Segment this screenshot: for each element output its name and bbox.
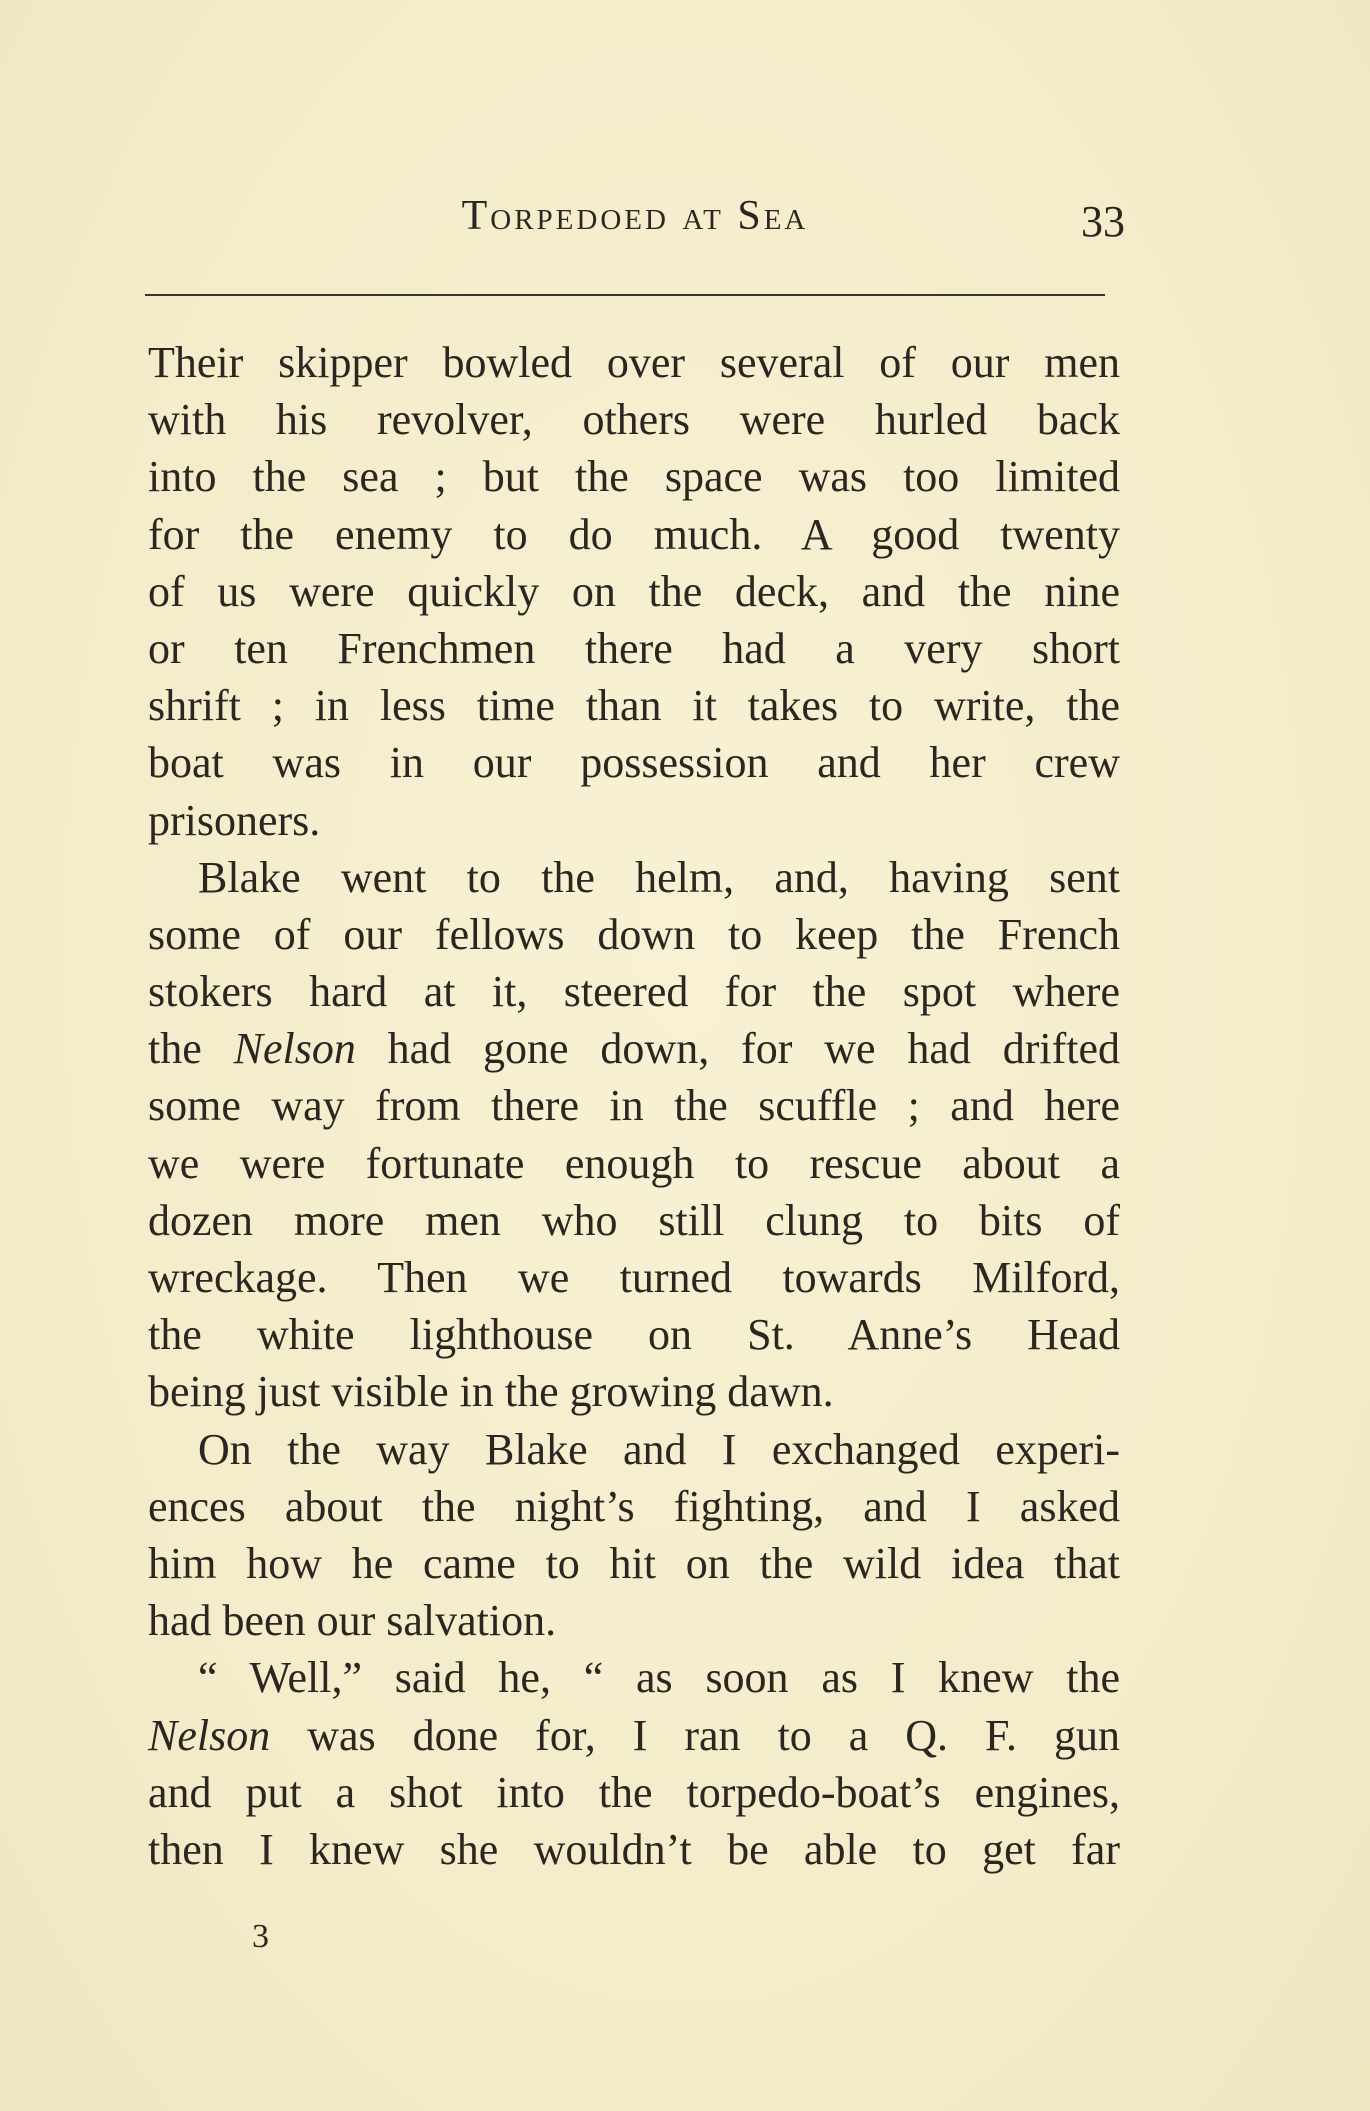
text-span: for the enemy to do much. A good twenty	[148, 509, 1120, 559]
text-span: shrift ; in less time than it takes to write, the	[148, 681, 1120, 731]
text-line	[148, 1649, 1120, 1706]
text-line	[148, 1077, 1120, 1134]
text-line	[148, 620, 1120, 677]
text-line	[148, 1821, 1120, 1878]
text-line	[148, 1135, 1120, 1192]
text-span: some way from there in the scuffle ; and here	[148, 1081, 1120, 1131]
text-line	[148, 1421, 1120, 1478]
text-line	[148, 334, 1120, 391]
text-line	[148, 963, 1120, 1020]
text-span: Their skipper bowled over several of our men	[148, 338, 1120, 387]
text-span: him how he came to hit on the wild idea that	[148, 1538, 1120, 1588]
text-span: the	[148, 1024, 234, 1074]
text-span: then I knew she wouldn’t be able to get far	[148, 1824, 1120, 1874]
italic-ship-name: Nelson	[148, 1710, 271, 1760]
text-line	[148, 563, 1120, 620]
text-line	[148, 1306, 1120, 1363]
text-span: ences about the night’s fighting, and I asked	[148, 1481, 1120, 1531]
running-head	[145, 192, 1125, 252]
text-line	[148, 1478, 1120, 1535]
text-span: had gone down, for we had drifted	[355, 1024, 1120, 1074]
text-line	[148, 1192, 1120, 1249]
text-line	[148, 849, 1120, 906]
text-span: the white lighthouse on St. Anne’s Head	[148, 1310, 1120, 1360]
text-line	[148, 448, 1120, 505]
text-span: boat was in our possession and her crew	[148, 738, 1120, 788]
running-title: Torpedoed at Sea	[461, 193, 809, 239]
text-line	[148, 1535, 1120, 1592]
text-span: dozen more men who still clung to bits of	[148, 1195, 1120, 1245]
text-span: being just visible in the growing dawn.	[148, 1367, 834, 1417]
text-line	[148, 1363, 1120, 1420]
text-line	[148, 677, 1120, 734]
header-rule	[145, 294, 1105, 296]
text-line	[148, 1764, 1120, 1821]
body-text	[148, 334, 1120, 1878]
text-span: into the sea ; but the space was too limited	[148, 452, 1120, 502]
page-number: 33	[1081, 197, 1125, 246]
text-line	[148, 506, 1120, 563]
text-line	[148, 1249, 1120, 1306]
text-span: wreckage. Then we turned towards Milford,	[148, 1253, 1120, 1302]
text-span: Blake went to the helm, and, having sent	[198, 852, 1120, 902]
text-span: of us were quickly on the deck, and the nine	[148, 566, 1120, 616]
text-span: stokers hard at it, steered for the spot where	[148, 967, 1120, 1017]
text-span: with his revolver, others were hurled back	[148, 395, 1120, 445]
text-span: was done for, I ran to a Q. F. gun	[270, 1710, 1120, 1760]
text-span: and put a shot into the torpedo-boat’s engines,	[148, 1767, 1120, 1817]
text-span: or ten Frenchmen there had a very short	[148, 623, 1120, 673]
text-span: prisoners.	[148, 795, 321, 845]
text-line	[148, 1020, 1120, 1077]
italic-ship-name: Nelson	[233, 1024, 356, 1074]
text-span: we were fortunate enough to rescue about a	[148, 1138, 1120, 1188]
text-line	[148, 1592, 1120, 1649]
text-span: had been our salvation.	[148, 1596, 557, 1646]
text-line	[148, 906, 1120, 963]
text-line	[148, 792, 1120, 849]
text-span: “ Well,” said he, “ as soon as I knew the	[198, 1653, 1120, 1703]
signature-mark: 3	[252, 1918, 269, 1955]
text-line	[148, 391, 1120, 448]
text-line	[148, 734, 1120, 791]
text-span: some of our fellows down to keep the French	[148, 909, 1120, 959]
text-line	[148, 1707, 1120, 1764]
text-span: On the way Blake and I exchanged experi-	[198, 1424, 1120, 1474]
